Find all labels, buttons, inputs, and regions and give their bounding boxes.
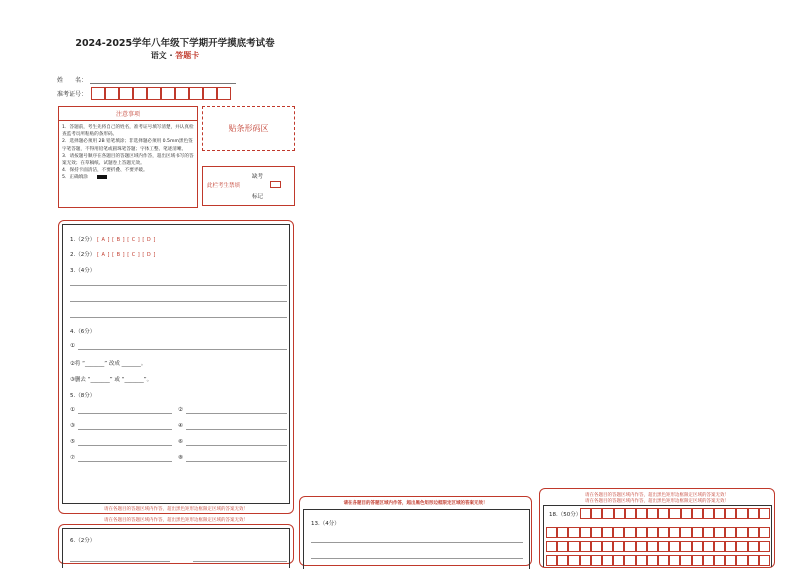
notice-item-text: 5．正确填涂 <box>62 175 88 181</box>
answer-line[interactable] <box>78 413 172 414</box>
boundary-warning: 请在各题目的答题区域内作答，超出黑色矩形边框限定区域的答案无效！ <box>343 501 488 506</box>
essay-cell[interactable] <box>680 541 691 552</box>
answer-line[interactable] <box>78 349 287 350</box>
essay-cell[interactable] <box>625 508 636 519</box>
answer-line[interactable] <box>70 301 287 302</box>
essay-cell[interactable] <box>759 508 770 519</box>
essay-cell[interactable] <box>647 541 658 552</box>
essay-cell[interactable] <box>736 555 747 566</box>
essay-cell[interactable] <box>692 508 703 519</box>
absent-checkbox[interactable] <box>270 181 281 188</box>
answer-line[interactable] <box>311 542 523 543</box>
absent-label: 缺考 <box>252 174 264 180</box>
essay-cell[interactable] <box>736 541 747 552</box>
answer-line[interactable] <box>70 285 287 286</box>
answer-region-frame <box>62 528 290 568</box>
essay-cell[interactable] <box>725 555 736 566</box>
subject-label: 语文 · <box>150 51 176 60</box>
essay-cell[interactable] <box>624 555 635 566</box>
answer-line[interactable] <box>186 445 287 446</box>
essay-cell[interactable] <box>624 541 635 552</box>
q4-label: 4.（6分） <box>70 329 96 335</box>
boundary-warning: 请在各题目的答题区域内作答，超出黑色矩形边框限定区域的答案无效！ <box>585 499 729 504</box>
q1-options[interactable]: [ A ] [ B ] [ C ] [ D ] <box>97 237 156 243</box>
essay-cell[interactable] <box>580 508 591 519</box>
essay-cell[interactable] <box>580 541 591 552</box>
essay-cell[interactable] <box>602 508 613 519</box>
notice-box <box>58 106 198 208</box>
essay-cell[interactable] <box>680 527 691 538</box>
essay-cell[interactable] <box>591 541 602 552</box>
id-box[interactable] <box>119 87 133 100</box>
q5-item: ① <box>70 407 75 413</box>
notice-item: 2．选择题必须用 2B 铅笔填涂；非选择题必须用 0.5mm黑色签字笔答题，不得用铅笔或圆珠笔答题；字体工整、笔迹清晰。 <box>62 139 193 152</box>
answer-line[interactable] <box>311 558 523 559</box>
essay-cell[interactable] <box>669 541 680 552</box>
q5-label: 5.（8分） <box>70 393 96 399</box>
essay-cell[interactable] <box>759 541 770 552</box>
essay-cell[interactable] <box>680 555 691 566</box>
q5-item: ⑥ <box>178 439 183 445</box>
essay-cell[interactable] <box>714 527 725 538</box>
essay-cell[interactable] <box>647 555 658 566</box>
answer-panel-q1-q5 <box>58 220 294 514</box>
essay-cell[interactable] <box>591 527 602 538</box>
id-box[interactable] <box>189 87 203 100</box>
essay-cell[interactable] <box>714 555 725 566</box>
q2-label: 2.（2分） <box>70 252 96 258</box>
q6-label: 6.（2分） <box>70 538 96 544</box>
essay-cell[interactable] <box>636 527 647 538</box>
boundary-warning: 请在各题目的答题区域内作答，超出黑色矩形边框限定区域的答案无效！ <box>104 518 248 523</box>
essay-cell[interactable] <box>759 527 770 538</box>
essay-cell[interactable] <box>703 541 714 552</box>
q13-label: 13.（4分） <box>311 521 340 527</box>
exam-title: 2024-2025学年八年级下学期开学摸底考试卷 <box>75 38 275 49</box>
notice-list <box>62 124 194 182</box>
essay-cell[interactable] <box>624 527 635 538</box>
name-field[interactable] <box>90 83 236 84</box>
id-box[interactable] <box>203 87 217 100</box>
answer-panel-q6 <box>58 524 294 564</box>
q1-row <box>70 235 156 243</box>
answer-line[interactable] <box>186 429 287 430</box>
q5-item: ② <box>178 407 183 413</box>
id-label: 准考证号： <box>57 91 88 98</box>
essay-cell[interactable] <box>748 541 759 552</box>
id-box[interactable] <box>161 87 175 100</box>
essay-cell[interactable] <box>681 508 692 519</box>
notice-item: 3．请按题号顺序在各题目的答题区域内作答，超出区域书写的答案无效；在草稿纸、试题卷上答题无效。 <box>62 153 194 167</box>
essay-cell[interactable] <box>557 555 568 566</box>
essay-cell[interactable] <box>736 527 747 538</box>
essay-cell[interactable] <box>557 541 568 552</box>
essay-cell[interactable] <box>546 555 557 566</box>
essay-grid-row <box>580 508 770 519</box>
answer-line[interactable] <box>186 461 287 462</box>
filled-sample-icon <box>97 175 107 179</box>
essay-cell[interactable] <box>692 555 703 566</box>
essay-grid <box>546 527 770 567</box>
essay-cell[interactable] <box>636 555 647 566</box>
essay-cell[interactable] <box>613 555 624 566</box>
notice-item: 4．保持卡面清洁，不要折叠、不要弄破。 <box>62 168 148 174</box>
notice-item: 1．答题前，考生先将自己的姓名，准考证号填写清楚，并认真检查监考员所粘贴的条形码。 <box>62 125 194 138</box>
essay-cell[interactable] <box>636 508 647 519</box>
essay-cell[interactable] <box>725 541 736 552</box>
answer-region-frame <box>543 505 772 567</box>
answer-line[interactable] <box>70 317 287 318</box>
essay-cell[interactable] <box>725 508 736 519</box>
q5-item: ③ <box>70 423 75 429</box>
id-box[interactable] <box>147 87 161 100</box>
essay-cell[interactable] <box>580 555 591 566</box>
essay-cell[interactable] <box>714 508 725 519</box>
essay-cell[interactable] <box>602 555 613 566</box>
barcode-area <box>202 106 295 151</box>
essay-cell[interactable] <box>647 508 658 519</box>
id-box[interactable] <box>217 87 231 100</box>
barcode-label: 贴条形码区 <box>228 124 269 133</box>
q4-item-c[interactable]: ③删去 “_______” 或 “_______”。 <box>70 377 153 383</box>
essay-cell[interactable] <box>669 555 680 566</box>
essay-cell[interactable] <box>602 541 613 552</box>
exam-subtitle <box>0 50 350 61</box>
answer-region-frame <box>62 224 290 504</box>
q5-item: ⑧ <box>178 455 183 461</box>
q4-item-b[interactable]: ②将 “_______” 改成 _______。 <box>70 361 147 367</box>
essay-cell[interactable] <box>591 508 602 519</box>
essay-cell[interactable] <box>748 527 759 538</box>
essay-cell[interactable] <box>669 527 680 538</box>
essay-cell[interactable] <box>658 527 669 538</box>
name-label: 姓 名： <box>57 77 88 84</box>
essay-cell[interactable] <box>658 541 669 552</box>
essay-cell[interactable] <box>636 541 647 552</box>
essay-cell[interactable] <box>568 527 579 538</box>
absent-mark-box <box>202 166 295 206</box>
essay-cell[interactable] <box>759 555 770 566</box>
q5-item: ④ <box>178 423 183 429</box>
essay-cell[interactable] <box>580 527 591 538</box>
q5-item: ⑤ <box>70 439 75 445</box>
q1-label: 1.（2分） <box>70 237 96 243</box>
essay-cell[interactable] <box>748 555 759 566</box>
notice-title: 注意事项 <box>115 111 140 118</box>
essay-cell[interactable] <box>703 508 714 519</box>
essay-cell[interactable] <box>748 508 759 519</box>
essay-cell[interactable] <box>725 527 736 538</box>
absent-note: 此栏考生禁填 <box>207 183 241 189</box>
answer-line[interactable] <box>186 413 287 414</box>
id-box[interactable] <box>133 87 147 100</box>
essay-cell[interactable] <box>591 555 602 566</box>
essay-cell[interactable] <box>703 555 714 566</box>
essay-cell[interactable] <box>557 527 568 538</box>
absent-mark-label: 标记 <box>252 194 264 200</box>
q18-label: 18.（50分） <box>549 512 582 518</box>
answer-region-frame <box>303 509 530 569</box>
essay-cell[interactable] <box>568 555 579 566</box>
essay-cell[interactable] <box>614 508 625 519</box>
essay-cell[interactable] <box>546 541 557 552</box>
essay-cell[interactable] <box>669 508 680 519</box>
essay-cell[interactable] <box>602 527 613 538</box>
boundary-warning: 请在各题目的答题区域内作答，超出黑色矩形边框限定区域的答案无效！ <box>585 493 729 498</box>
answer-line[interactable] <box>78 429 172 430</box>
essay-cell[interactable] <box>736 508 747 519</box>
essay-cell[interactable] <box>546 527 557 538</box>
id-box[interactable] <box>105 87 119 100</box>
essay-cell[interactable] <box>658 555 669 566</box>
essay-cell[interactable] <box>714 541 725 552</box>
answer-line[interactable] <box>78 445 172 446</box>
essay-cell[interactable] <box>692 527 703 538</box>
boundary-warning: 请在各题目的答题区域内作答，超出黑色矩形边框限定区域的答案无效！ <box>104 507 248 512</box>
essay-cell[interactable] <box>703 527 714 538</box>
notice-item <box>62 174 194 181</box>
answer-line[interactable] <box>78 461 172 462</box>
id-boxes <box>91 87 231 100</box>
q2-options[interactable]: [ A ] [ B ] [ C ] [ D ] <box>97 252 156 258</box>
id-box[interactable] <box>175 87 189 100</box>
q3-label: 3.（4分） <box>70 268 96 274</box>
essay-cell[interactable] <box>613 527 624 538</box>
answer-sheet-label: 答题卡 <box>175 51 200 60</box>
q2-row <box>70 250 156 258</box>
answer-panel-q13 <box>299 496 532 566</box>
q5-item: ⑦ <box>70 455 75 461</box>
essay-cell[interactable] <box>692 541 703 552</box>
essay-cell[interactable] <box>647 527 658 538</box>
essay-cell[interactable] <box>568 541 579 552</box>
essay-cell[interactable] <box>658 508 669 519</box>
answer-panel-q18 <box>539 488 775 568</box>
q4-item-a: ① <box>70 343 75 349</box>
id-box[interactable] <box>91 87 105 100</box>
essay-cell[interactable] <box>613 541 624 552</box>
